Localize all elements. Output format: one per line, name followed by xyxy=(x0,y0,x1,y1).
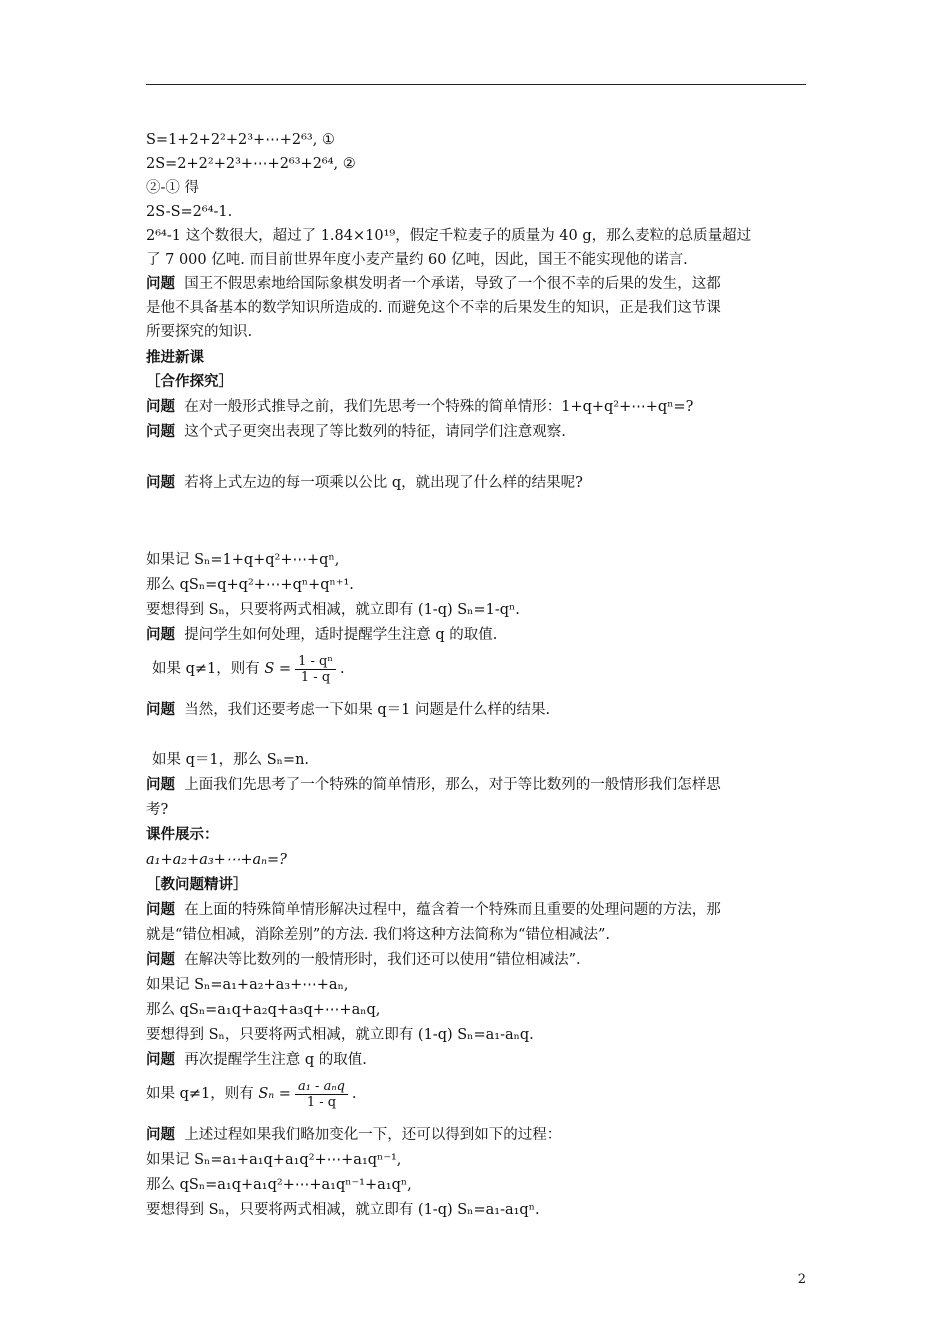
question-line: 问题 这个式子更突出表现了等比数列的特征，请同学们注意观察. xyxy=(146,423,566,440)
subsection-heading: 课件展示： xyxy=(146,826,219,843)
question-label: 问题 xyxy=(146,1051,175,1068)
eq-subtract: ②-① 得 xyxy=(146,180,200,196)
eq-result: 2S-S=2⁶⁴-1. xyxy=(146,204,233,220)
subsection-heading: ［教问题精讲］ xyxy=(146,876,248,893)
fraction: $\frac{\text{a₁ - aₙq}}{1 - q}$ xyxy=(295,1079,348,1110)
question-label: 问题 xyxy=(146,776,175,793)
question-line: 问题 上面我们先思考了一个特殊的简单情形，那么，对于等比数列的一般情形我们怎样思 xyxy=(146,776,721,793)
question-label: 问题 xyxy=(146,951,175,968)
question-label: 问题 xyxy=(146,901,175,918)
eq-sn-general: 如果记 Sₙ=a₁+a₂+a₃+⋯+aₙ, xyxy=(146,977,349,993)
question-line: 问题 在解决等比数列的一般情形时，我们还可以使用“错位相减法”. xyxy=(146,951,581,968)
paragraph-line: 了 7 000 亿吨. 而目前世界年度小麦产量约 60 亿吨，因此，国王不能实现他的诺言. xyxy=(146,252,688,268)
question-label: 问题 xyxy=(146,474,175,491)
eq-qsn: 那么 qSₙ=q+q²+⋯+qⁿ+qⁿ⁺¹. xyxy=(146,577,354,593)
question-label: 问题 xyxy=(146,423,175,440)
question-label: 问题 xyxy=(146,275,175,292)
paragraph-line: 2⁶⁴-1 这个数很大，超过了 1.84×10¹⁹，假定千粒麦子的质量为 40 g，那么麦粒的总质量超过 xyxy=(146,228,752,244)
paragraph-line: 考? xyxy=(146,802,169,818)
paragraph-line: 如果 q＝1，那么 Sₙ=n. xyxy=(152,752,310,768)
eq-qsn-general: 那么 qSₙ=a₁q+a₂q+a₃q+⋯+aₙq, xyxy=(146,1002,381,1018)
page-number: 2 xyxy=(797,1272,806,1287)
question-line: 问题 国王不假思索地给国际象棋发明者一个承诺，导致了一个很不幸的后果的发生，这都 xyxy=(146,275,721,292)
question-line: 问题 上述过程如果我们略加变化一下，还可以得到如下的过程： xyxy=(146,1126,562,1143)
paragraph-line: 要想得到 Sₙ，只要将两式相减，就立即有 (1-q) Sₙ=1-qⁿ. xyxy=(146,602,520,618)
subsection-heading: ［合作探究］ xyxy=(146,373,233,390)
eq-s: S=1+2+2²+2³+⋯+2⁶³, ① xyxy=(146,132,335,148)
paragraph-line: 要想得到 Sₙ，只要将两式相减，就立即有 (1-q) Sₙ=a₁-a₁qⁿ. xyxy=(146,1202,540,1218)
question-label: 问题 xyxy=(146,701,175,718)
eq-2s: 2S=2+2²+2³+⋯+2⁶³+2⁶⁴, ② xyxy=(146,156,356,172)
question-label: 问题 xyxy=(146,398,175,415)
eq-general: a₁+a₂+a₃+⋯+aₙ=? xyxy=(146,852,287,868)
eq-qsn-geo: 那么 qSₙ=a₁q+a₁q²+⋯+a₁qⁿ⁻¹+a₁qⁿ, xyxy=(146,1177,412,1193)
paragraph-line: 是他不具备基本的数学知识所造成的. 而避免这个不幸的后果发生的知识，正是我们这节课 xyxy=(146,300,721,316)
eq-sn-def: 如果记 Sₙ=1+q+q²+⋯+qⁿ, xyxy=(146,552,340,568)
question-line: 问题 若将上式左边的每一项乘以公比 q，就出现了什么样的结果呢? xyxy=(146,474,583,491)
question-label: 问题 xyxy=(146,1126,175,1143)
question-label: 问题 xyxy=(146,626,175,643)
formula-line: 如果 q≠1，则有 S = $\frac{\text{1 - qⁿ}}{1 - q}$ . xyxy=(152,653,345,685)
question-line: 问题 当然，我们还要考虑一下如果 q＝1 问题是什么样的结果. xyxy=(146,701,551,718)
header-rule xyxy=(146,84,806,85)
question-line: 问题 再次提醒学生注意 q 的取值. xyxy=(146,1051,367,1068)
fraction: $\frac{\text{1 - qⁿ}}{1 - q}$ xyxy=(295,654,336,685)
paragraph-line: 要想得到 Sₙ，只要将两式相减，就立即有 (1-q) Sₙ=a₁-aₙq. xyxy=(146,1027,534,1043)
paragraph-line: 就是“错位相减，消除差别”的方法. 我们将这种方法简称为“错位相减法”. xyxy=(146,927,610,943)
eq-sn-geo: 如果记 Sₙ=a₁+a₁q+a₁q²+⋯+a₁qⁿ⁻¹, xyxy=(146,1152,402,1168)
section-heading: 推进新课 xyxy=(146,349,204,366)
formula-line: 如果 q≠1，则有 Sₙ = $\frac{\text{a₁ - aₙq}}{1 - q}$ . xyxy=(146,1078,357,1110)
question-line: 问题 提问学生如何处理，适时提醒学生注意 q 的取值. xyxy=(146,626,498,643)
question-line: 问题 在对一般形式推导之前，我们先思考一个特殊的简单情形：1+q+q²+⋯+qⁿ=? xyxy=(146,398,694,415)
question-line: 问题 在上面的特殊简单情形解决过程中，蕴含着一个特殊而且重要的处理问题的方法，那 xyxy=(146,901,721,918)
paragraph-line: 所要探究的知识. xyxy=(146,324,253,340)
